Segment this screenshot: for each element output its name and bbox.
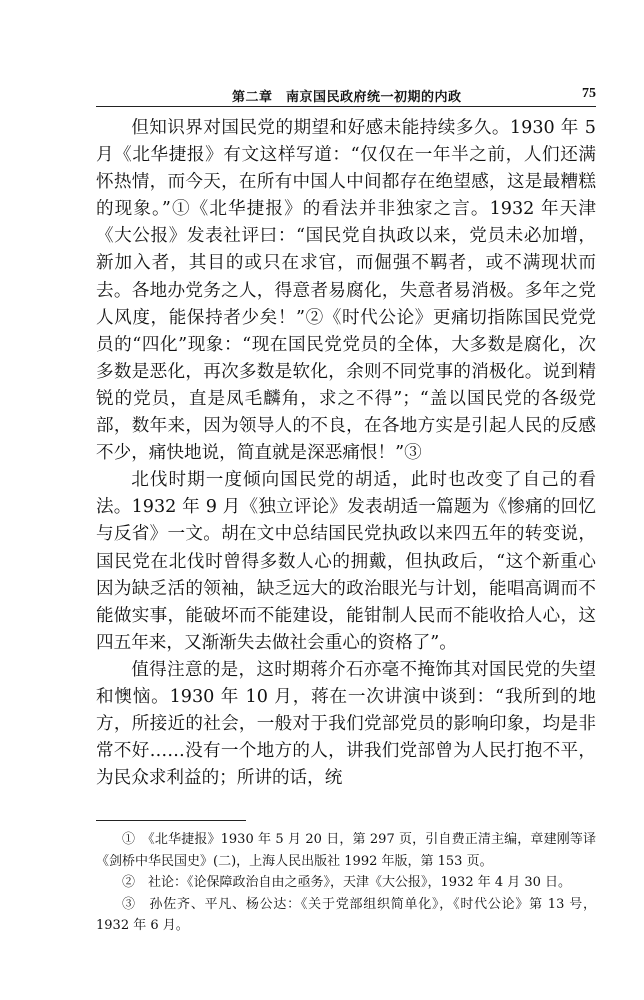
footnote: ② 社论：《论保障政治自由之亟务》，天津《大公报》，1932 年 4 月 30 日。 — [122, 875, 572, 890]
footnote: ③ 孙佐齐、平凡、杨公达：《关于党部组织简单化》，《时代公论》第 13 号，1932 年 6 月。 — [96, 896, 596, 933]
paragraph: 但知识界对国民党的期望和好感未能持续多久。1930 年 5 月《北华捷报》有文这样写道：“仅仅在一年半之前，人们还满怀热情，而今天，在所有中国人中间都存在绝望感，这是最糟糕的现象。”①《北华捷报》的看法并非独家之言。1932 年天津《大公报》发表社评曰：“国民党自执政以来，党员未必加增，新加入者，其目的或只在求官，而倔强不羁者，或不满现状而去。各地办党务之人，得意者易腐化，失意者易消极。多年之党人风度，能保持者少矣！”②《时代公论》更痛切指陈国民党党员的“四化”现象：“现在国民党党员的全体，大多数是腐化，次多数是恶化，再次多数是软化，余则不同党事的消极化。说到精锐的党员，直是凤毛麟角，求之不得”；“盖以国民党的各级党部，数年来，因为领导人的不良，在各地方实是引起人民的反感不少，痛快地说，简直就是深恶痛恨！”③ — [96, 118, 596, 464]
footnotes — [96, 829, 596, 937]
page-number: 75 — [582, 86, 596, 101]
header-rule — [96, 106, 596, 107]
body-text — [96, 115, 596, 792]
footnote: ① 《北华捷报》1930 年 5 月 20 日，第 297 页，引自费正清主编，章建刚等译《剑桥中华民国史》(二)，上海人民出版社 1992 年版，第 153 页。 — [96, 832, 596, 869]
chapter-title: 第二章 南京国民政府统一初期的内政 — [232, 90, 462, 105]
running-header — [96, 84, 596, 104]
paragraph: 北伐时期一度倾向国民党的胡适，此时也改变了自己的看法。1932 年 9 月《独立评论》发表胡适一篇题为《惨痛的回忆与反省》一文。胡在文中总结国民党执政以来四五年的转变说，国民党在北伐时曾得多数人心的拥戴，但执政后，“这个新重心因为缺乏活的领袖，缺乏远大的政治眼光与计划，能唱高调而不能做实事，能破坏而不能建设，能钳制人民而不能收拾人心，这四五年来，又渐渐失去做社会重心的资格了”。 — [96, 470, 596, 653]
footnote-rule — [96, 820, 246, 821]
paragraph: 值得注意的是，这时期蒋介石亦毫不掩饰其对国民党的失望和懊恼。1930 年 10 月，蒋在一次讲演中谈到：“我所到的地方，所接近的社会，一般对于我们党部党员的影响印象，均是非常不好……没有一个地方的人，讲我们党部曾为人民打抱不平，为民众求利益的；所讲的话，统 — [96, 659, 596, 789]
